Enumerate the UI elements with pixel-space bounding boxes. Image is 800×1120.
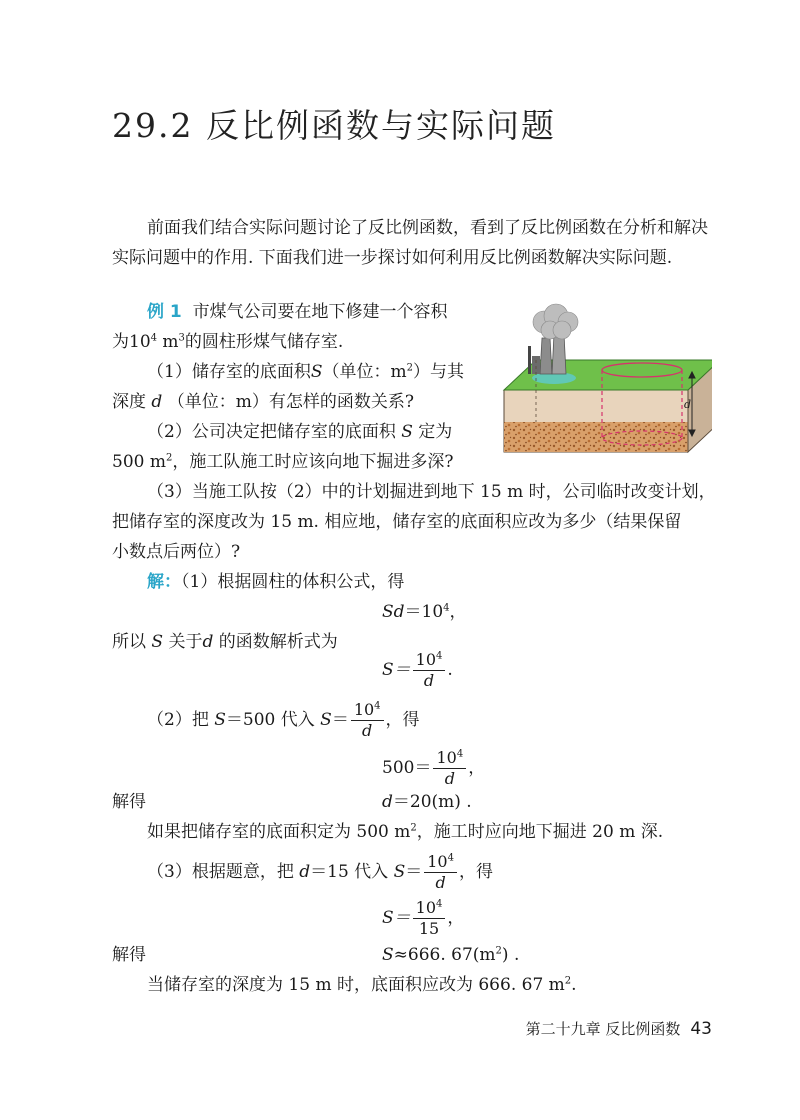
equation-5: S＝ $\frac{10^4}{15}$ ， bbox=[382, 898, 465, 938]
question-3-line-3: 小数点后两位）? bbox=[112, 542, 241, 562]
example-stem-text: 市煤气公司要在地下修建一个容积 bbox=[192, 302, 448, 322]
example-stem-line-2: 为$10^4$ $m^3$的圆柱形煤气储存室. bbox=[112, 332, 344, 352]
depth-label: d bbox=[684, 398, 692, 411]
section-title: 29.2 反比例函数与实际问题 bbox=[112, 106, 556, 145]
smoke-cloud bbox=[533, 304, 578, 339]
intro-line-1: 前面我们结合实际问题讨论了反比例函数，看到了反比例函数在分析和解决 bbox=[147, 218, 708, 238]
solve-label-2: 解得 bbox=[112, 945, 146, 965]
solution-conclusion-3: 当储存室的深度为 15 m 时，底面积应改为 666. 67 $m^2$. bbox=[147, 975, 577, 995]
question-2-line-2: 500 $m^2$，施工队施工时应该向地下掘进多深? bbox=[112, 452, 454, 472]
factory-icon bbox=[528, 334, 566, 374]
question-3-line-1: （3）当施工队按（2）中的计划掘进到地下 15 m 时，公司临时改变计划， bbox=[147, 482, 716, 502]
storage-chamber-illustration bbox=[492, 300, 712, 470]
gravel-layer bbox=[504, 422, 688, 452]
page-number: 43 bbox=[690, 1019, 712, 1039]
equation-6: S≈666. $67(m^2)$ . bbox=[382, 945, 520, 965]
intro-line-2: 实际问题中的作用. 下面我们进一步探讨如何利用反比例函数解决实际问题. bbox=[112, 248, 673, 268]
solution-step-1: 解：（1）根据圆柱的体积公式，得 bbox=[147, 572, 405, 592]
chapter-name: 第二十九章 反比例函数 bbox=[525, 1020, 681, 1038]
page-footer bbox=[526, 1018, 712, 1039]
equation-3: 500＝ $\frac{10^4}{d}$ ， bbox=[382, 748, 486, 788]
solution-label: 解： bbox=[147, 572, 181, 592]
solution-step-2: （2）把 S＝500 代入 S＝ $\frac{10^4}{d}$ ，得 bbox=[147, 700, 420, 740]
question-1-line-2: 深度 d （单位：m）有怎样的函数关系? bbox=[112, 392, 414, 412]
fraction: $\frac{10^4}{d}$ bbox=[424, 852, 457, 893]
question-3-line-2: 把储存室的深度改为 15 m. 相应地，储存室的底面积应改为多少（结果保留 bbox=[112, 512, 682, 532]
fraction: $\frac{10^4}{d}$ bbox=[351, 700, 384, 741]
fraction: $\frac{10^4}{d}$ bbox=[413, 650, 446, 691]
equation-4: d＝20(m) . bbox=[382, 792, 472, 812]
question-2-line-1: （2）公司决定把储存室的底面积 S 定为 bbox=[147, 422, 453, 442]
solution-step-3: （3）根据题意，把 d＝15 代入 S＝ $\frac{10^4}{d}$ ，得 bbox=[147, 852, 493, 892]
example-label: 例 1 bbox=[147, 302, 182, 322]
solution-conclusion-2: 如果把储存室的底面积定为 500 $m^2$，施工时应向地下掘进 20 m 深. bbox=[147, 822, 664, 842]
equation-2: S＝ $\frac{10^4}{d}$ . bbox=[382, 650, 453, 690]
example-stem-line-1 bbox=[147, 297, 448, 327]
question-1-line-1: （1）储存室的底面积S（单位：$m^2$）与其 bbox=[147, 362, 464, 382]
equation-1: $Sd=10^4$， bbox=[382, 602, 467, 622]
fraction: $\frac{10^4}{d}$ bbox=[433, 748, 466, 789]
fraction: $\frac{10^4}{15}$ bbox=[413, 898, 446, 939]
solution-conclusion-1: 所以 S 关于d 的函数解析式为 bbox=[112, 632, 338, 652]
solve-label-1: 解得 bbox=[112, 792, 146, 812]
